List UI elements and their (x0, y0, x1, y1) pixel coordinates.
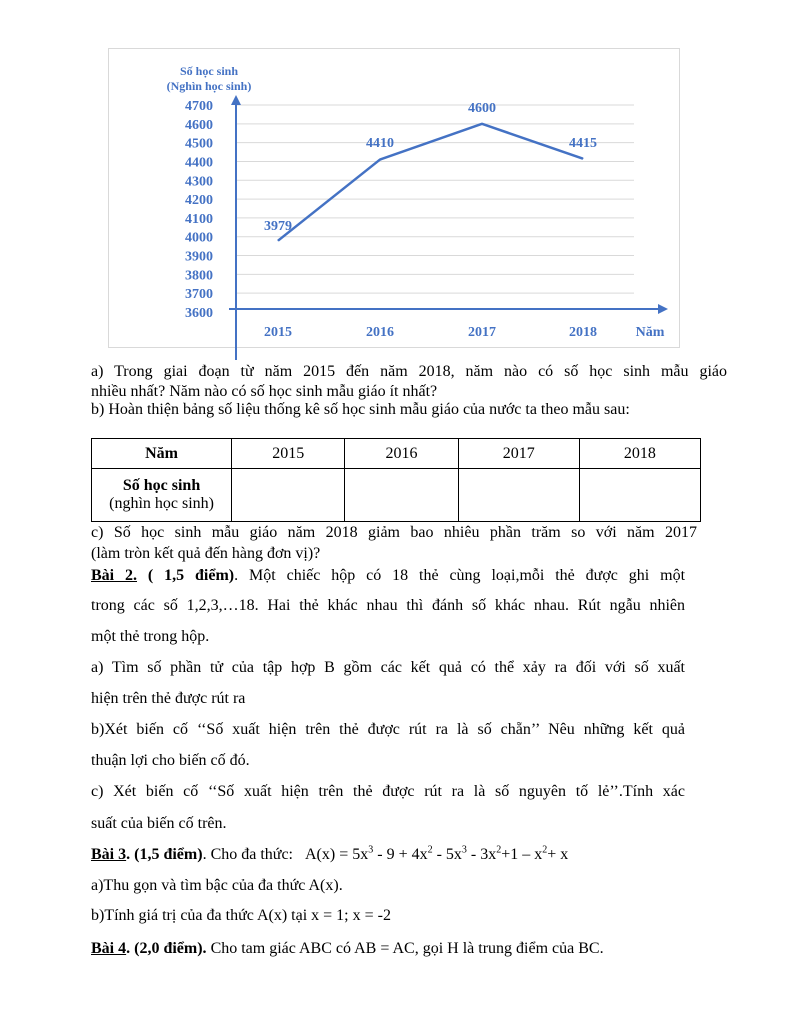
stat-table (91, 438, 701, 522)
y-axis-arrow (231, 95, 241, 105)
y-tick-label: 4500 (185, 136, 213, 152)
x-tick-label: 2016 (366, 325, 394, 340)
data-point (278, 240, 279, 241)
table-row (92, 439, 701, 469)
y-tick-label: 4400 (185, 155, 213, 171)
table-year-2016: 2016 (345, 439, 458, 469)
bai3-line1 (91, 846, 568, 864)
table-row (92, 469, 701, 522)
bai2-a-line2: hiện trên thẻ được rút ra (91, 690, 246, 707)
y-tick-label: 3800 (185, 268, 213, 284)
bai2-line1 (91, 567, 685, 585)
bai2-c-line1: c) Xét biến cố ‘‘Số xuất hiện trên thẻ được rút ra là số nguyên tố lẻ’’.Tính xác (91, 783, 685, 800)
data-label: 4415 (569, 136, 597, 151)
y-tick-label: 4700 (185, 99, 213, 114)
table-cell-empty[interactable] (579, 469, 700, 522)
data-label: 4600 (468, 101, 496, 116)
bai2-b-line1: b)Xét biến cố ‘‘Số xuất hiện trên thẻ được rút ra là số chẵn’’ Nêu những kết quả (91, 721, 685, 738)
bai4-title: Bài 4 (91, 940, 127, 957)
y-tick-label: 4200 (185, 193, 213, 209)
line-chart (0, 0, 792, 380)
table-row-label-line2: (nghìn học sinh) (109, 495, 214, 512)
bai2-line3: một thẻ trong hộp. (91, 628, 210, 645)
y-tick-label: 4600 (185, 117, 213, 133)
y-tick-label: 3600 (185, 306, 213, 321)
polynomial: $A(x) = 5x^3 - 9 + 4x^2 - 5x^3 - 3x^2+1 - x^2+ x$ (305, 844, 569, 863)
bai2-a-line1: a) Tìm số phần tử của tập hợp B gồm các kết quả có thể xảy ra đối với số xuất (91, 659, 685, 676)
x-axis-arrow (658, 304, 668, 314)
x-tick-label: 2017 (468, 325, 496, 340)
question-c-line2: (làm tròn kết quả đến hàng đơn vị)? (91, 545, 321, 562)
series-line (278, 124, 583, 241)
bai3-points: . (1,5 điểm) (126, 846, 203, 863)
bai2-b-line2: thuận lợi cho biến cố đó. (91, 752, 250, 769)
bai2-c-line2: suất của biến cố trên. (91, 815, 227, 832)
bai4-line1 (91, 940, 604, 958)
bai4-text: Cho tam giác ABC có AB = AC, gọi H là trung điểm của BC. (206, 940, 604, 957)
y-tick-label: 4000 (185, 230, 213, 246)
y-tick-label: 3900 (185, 249, 213, 265)
y-tick-label: 3700 (185, 287, 213, 303)
table-cell-empty[interactable] (232, 469, 345, 522)
table-year-2017: 2017 (458, 439, 579, 469)
data-point (583, 158, 584, 159)
table-header-year-label: Năm (92, 439, 232, 469)
x-tick-label: 2018 (569, 325, 597, 340)
question-a-line1: a) Trong giai đoạn từ năm 2015 đến năm 2018, năm nào có số học sinh mẫu giáo (91, 363, 727, 380)
bai2-intro: . Một chiếc hộp có 18 thẻ cùng loại,mỗi thẻ được ghi một (234, 567, 686, 584)
bai3-title: Bài 3 (91, 846, 127, 863)
table-row-label-line1: Số học sinh (122, 477, 201, 494)
table-cell-empty[interactable] (458, 469, 579, 522)
y-axis-title-line1: Số học sinh (179, 64, 239, 78)
bai4-points: . (2,0 điểm). (126, 940, 207, 957)
data-label: 4410 (366, 136, 394, 151)
table-year-2015: 2015 (232, 439, 345, 469)
question-a-line2: nhiều nhất? Năm nào có số học sinh mẫu giáo ít nhất? (91, 383, 438, 400)
table-row-label (92, 469, 232, 522)
question-b: b) Hoàn thiện bảng số liệu thống kê số học sinh mẫu giáo của nước ta theo mẫu sau: (91, 401, 630, 418)
bai2-title: Bài 2. (91, 567, 138, 584)
data-point (380, 159, 381, 160)
data-label: 3979 (264, 219, 292, 234)
bai2-line2: trong các số 1,2,3,…18. Hai thẻ khác nhau thì đánh số khác nhau. Rút ngẫu nhiên (91, 597, 685, 614)
bai3-a: a)Thu gọn và tìm bậc của đa thức A(x). (91, 877, 343, 894)
bai3-intro: . Cho đa thức: (202, 846, 293, 863)
y-axis-title-line2: (Nghìn học sinh) (166, 79, 252, 93)
question-c-line1: c) Số học sinh mẫu giáo năm 2018 giảm bao nhiêu phần trăm so với năm 2017 (91, 524, 697, 541)
y-tick-label: 4100 (185, 211, 213, 227)
bai2-points: ( 1,5 điểm) (147, 567, 235, 584)
y-tick-label: 4300 (185, 174, 213, 190)
bai3-b: b)Tính giá trị của đa thức A(x) tại x = 1; x = -2 (91, 907, 391, 924)
x-axis-title: Năm (635, 325, 665, 340)
x-tick-label: 2015 (264, 325, 292, 340)
table-year-2018: 2018 (579, 439, 700, 469)
data-point (482, 123, 483, 124)
table-cell-empty[interactable] (345, 469, 458, 522)
